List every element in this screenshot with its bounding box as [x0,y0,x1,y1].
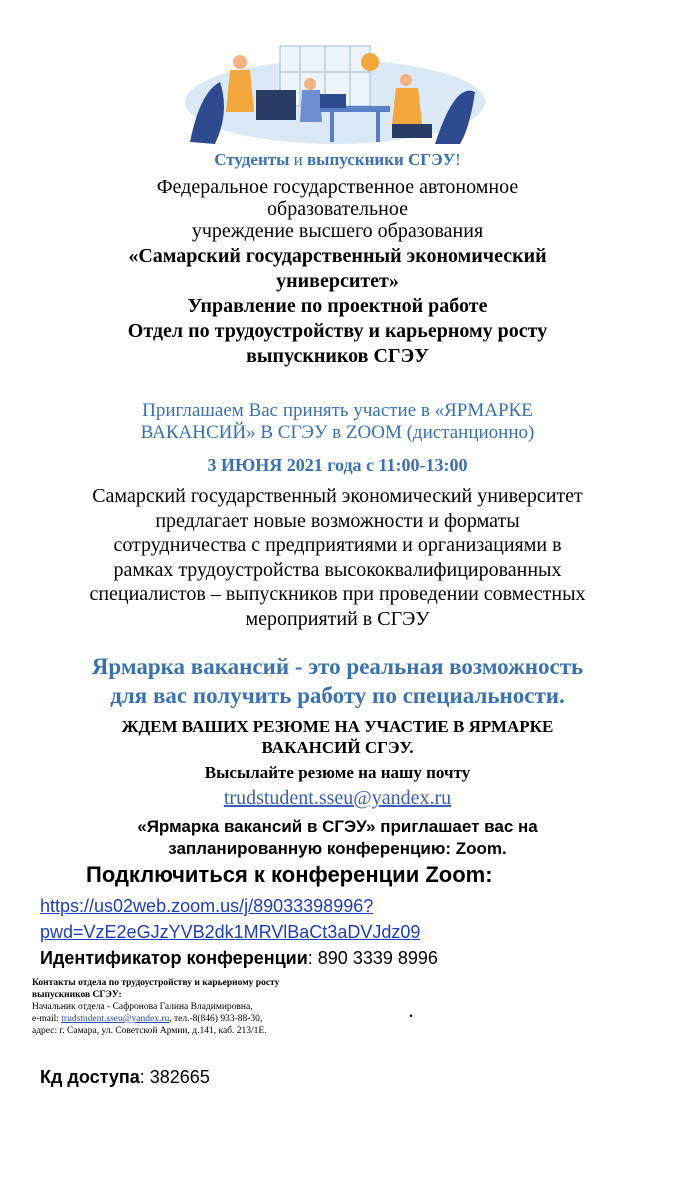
description-line: предлагает новые возможности и форматы [155,509,520,532]
contacts-email-prefix: e-mail: [32,1014,62,1024]
org-line-3: учреждение высшего образования [191,220,484,242]
contacts-email-line [32,1013,352,1025]
fair-line-1: Ярмарка вакансий - это реальная возможность [91,654,584,679]
contacts-chief: Начальник отдела - Сафронова Галина Владимировна, [32,1002,253,1012]
send-resume: Высылайте резюме на нашу почту [204,763,471,782]
university-name-2: университет» [276,270,399,292]
stray-dot: . [409,1004,413,1021]
description-line: рамках трудоустройства высококвалифицированных [113,558,562,581]
conference-id-label: Идентификатор конференции [40,948,308,968]
department-1: Управление по проектной работе [187,295,488,317]
resume-call-line-2: ВАКАНСИЙ СГЭУ. [261,738,414,757]
contacts-address: адрес: г. Самара, ул. Советской Армии, д.141, каб. 213/1Е. [32,1026,267,1036]
invitation-line-1: Приглашаем Вас принять участие в «ЯРМАРКЕ [142,400,533,421]
students-greeting [0,150,675,170]
invitation [0,400,675,444]
resume-call-line-1: ЖДЕМ ВАШИХ РЕЗЮМЕ НА УЧАСТИЕ В ЯРМАРКЕ [121,717,554,736]
office-illustration [170,32,495,152]
contacts-heading-2: выпускников СГЭУ: [32,990,122,1000]
conference-id-value: : 890 3339 8996 [307,948,438,968]
org-line-2: образовательное [267,198,408,220]
access-code-label: Кд доступа [40,1067,140,1087]
zoom-invite [0,816,675,860]
university-name-1: «Самарский государственный экономический [128,245,547,267]
description-line: мероприятий в СГЭУ [245,607,430,630]
zoom-link-line-1[interactable]: https://us02web.zoom.us/j/89033398996? [40,896,374,916]
zoom-link-line-2[interactable]: pwd=VzE2eGJzYVB2dk1MRVlBaCt3aDVJdz09 [40,922,421,942]
event-date: 3 ИЮНЯ 2021 года с 11:00-13:00 [207,455,468,475]
resume-email-link[interactable]: trudstudent.sseu@yandex.ru [223,787,452,809]
fair-slogan [0,652,675,710]
contacts-email-link[interactable]: trudstudent.sseu@yandex.ru [61,1014,170,1024]
zoom-invite-line-1: «Ярмарка вакансий в СГЭУ» приглашает вас на [137,817,538,836]
conference-id [40,948,438,969]
exclamation: ! [455,150,461,169]
access-code-value: : 382665 [139,1067,210,1087]
contacts-heading-1: Контакты отдела по трудоустройству и карьерному росту [32,978,280,988]
and-word: и [293,150,303,169]
organization-block [0,176,675,367]
department-2: Отдел по трудоустройству и карьерному росту [127,320,548,342]
graduates-word: выпускники СГЭУ [307,150,456,169]
students-word: Студенты [214,150,290,169]
invitation-line-2: ВАКАНСИЙ» В СГЭУ в ZOOM (дистанционно) [140,422,535,443]
resume-call [0,716,675,758]
contacts-block [32,977,352,1037]
description-line: сотрудничества с предприятиями и организациями в [113,534,562,556]
description-line: Самарский государственный экономический университет [92,485,583,507]
zoom-invite-line-2: запланированную конференцию: Zoom. [168,839,507,858]
org-line-1: Федеральное государственное автономное [156,176,519,198]
description-line: специалистов – выпускников при проведении совместных [89,583,586,605]
contacts-phone: , тел.-8(846) 933-88-30, [169,1014,263,1024]
connect-heading: Подключиться к конференции Zoom: [86,862,493,887]
fair-line-2: для вас получить работу по специальности. [110,683,565,708]
access-code [40,1067,210,1088]
department-3: выпускников СГЭУ [246,345,429,367]
description [0,484,675,631]
